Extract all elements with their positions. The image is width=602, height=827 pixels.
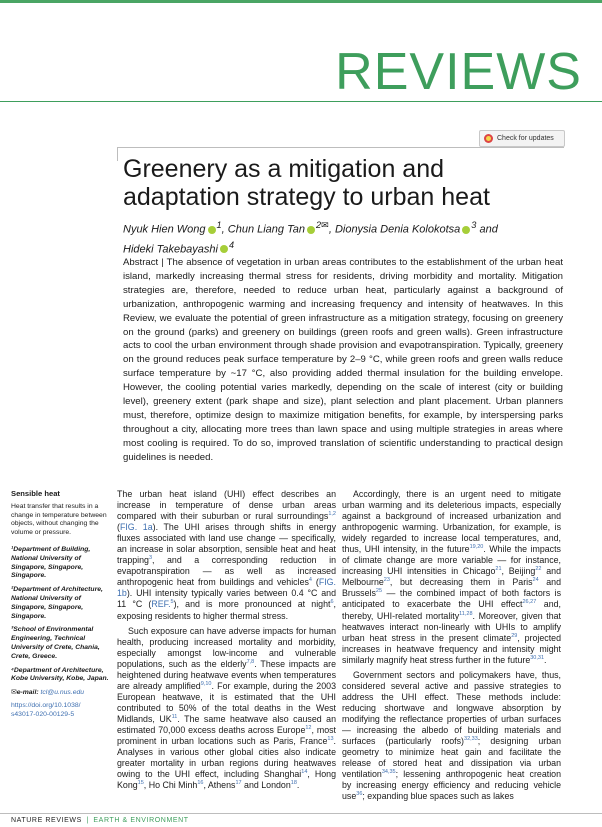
author-affiliation-mark: 4 [228,239,235,250]
author-affiliation-mark: 3 [471,220,477,230]
body-paragraph: Accordingly, there is an urgent need to mitigate urban warming and its deleterious impacts, especially against a background of increased urbanization and anthropogenic warming. Urbanization, for example, is widely regarded to increase local temperatures, and, thus, UHI intensity, in the future$^{19,20}$. While the impacts of climate change are more variable — for instance, increasing UHI intensities in Chicago$^{21}$, Beijing$^{22}$ and Melbourne$^{23}$, but decreasing them in Paris$^{24}$ and Brussels$^{25}$ — the combined impact of both factors is anticipated to exacerbate the UHI effect$^{26,27}$ and, thereby, UHI-related mortality$^{11,28}$. Moreover, given that heatwaves interact non-linearly with UHIs to amplify urban heat stress in the present climate$^{29}$, projected increases in heatwave frequency and intensity might similarly magnify heat stress further in the future$^{30,31}$. [342,489,562,665]
affiliation-item: ⁴Department of Architecture, Kobe University, Kobe, Japan. [11,666,109,683]
body-paragraph: The urban heat island (UHI) effect describes an increase in temperature of dense urban areas compared with their suburban or rural surroundings$^{1,2}$ (FIG. 1a). The UHI arises through shifts in energy fluxes associated with land use change — specifically, an increase in solar absorption, sensible heat and heat trapping$^3$, and a corresponding reduction in evapotranspiration — as well as increased anthropogenic heat from buildings and vehicles$^4$ (FIG. 1b). UHI intensity typically varies between 0.4 °C and 11 °C (REF.$^5$), and is more pronounced at night$^6$, exposing residents to higher thermal stress. [117,489,337,621]
affiliation-item: ²Department of Architecture, National University of Singapore, Singapore, Singapore. [11,586,103,620]
crossmark-icon [484,134,493,143]
abstract: Abstract | The absence of vegetation in urban areas contributes to the establishment of the urban heat island, markedly increasing thermal stress for residents, driving morbidity and mortality. Mitigation strategies are, therefore, needed to reduce urban heat, particularly against a background of urbanization, anthropogenic warming and increasing frequency and intensity of heatwaves. In this Review, we evaluate the potential of green infrastructure as a mitigation strategy, focusing on greenery on the ground (parks) and greenery on buildings (green roofs and green walls). Green infrastructure acts to cool the urban environment through shade provision and evapotranspiration. Typically, greenery on the ground reduces peak surface temperature by 2–9 °C, while green roofs and green walls reduce surface temperature by ~17 °C, also providing added thermal insulation for the building envelope. However, the cooling potential varies markedly, depending on the scale of interest (city or building level), greenery extent (park shape and size), plant selection and plant placement. Urban planners must, therefore, optimize design to maximize mitigation benefits, for example, by interspersing parks throughout a city, allocating more trees than lawn space and using multiple strategies in areas where most cooling is required. To do so, improved translation of scientific understanding to practical design guidelines is needed. [123,257,563,463]
glossary-definition: Heat transfer that results in a change in temperature between objects, without changing the volume or pressure. [11,502,107,537]
body-paragraph: Government sectors and policymakers have, thus, considered several active and passive strategies to address the UHI effect. These methods include: reducing shortwave and longwave absorption by modifying the reflectance properties of urban surfaces — increasing the albedo of building materials and surfaces (particularly roofs)$^{32,33}$; designing urban geometry to minimize heat gain and facilitate the release of stored heat and dissipation via urban ventilation$^{34,35}$; lessening anthropogenic heat creation by increasing energy efficiency and reducing vehicle use$^{36}$; expanding blue spaces such as lakes [342,669,561,802]
email-label: ✉e-mail: [11,689,39,697]
orcid-icon[interactable] [462,226,470,234]
running-footer [11,817,189,824]
body-column-right [342,489,561,806]
orcid-icon[interactable] [307,226,315,234]
article-title: Greenery as a mitigation and adaptation strategy to urban heat [123,155,490,211]
author-name[interactable]: Dionysia Denia Kolokotsa [334,223,461,236]
section-label: REVIEWS [335,43,582,101]
check-for-updates-button[interactable] [479,130,565,147]
author-name[interactable]: Chun Liang Tan [227,223,306,236]
orcid-icon[interactable] [220,245,228,253]
title-rule-tick [117,147,118,161]
affiliation-item: ¹Department of Building, National University of Singapore, Singapore, Singapore. [11,545,91,580]
email-link[interactable]: tcl@u.nus.edu [40,689,85,697]
author-name[interactable]: Hideki Takebayashi [123,243,218,256]
footer-section: EARTH & ENVIRONMENT [93,817,189,824]
author-list: Nyuk Hien Wong $^1$, Chun Liang Tan $^{2✉}$, Dionysia Denia Kolokotsa $^3$ and Hideki Takebayashi $^4$ [123,220,498,256]
doi-line: s43017-020-00129-5 [11,710,75,718]
title-rule [117,147,564,148]
affiliations [11,546,109,684]
body-column-left [117,489,336,795]
margin-sidebar [11,490,109,720]
footer-rule [0,813,602,814]
footer-journal: NATURE REVIEWS [11,817,82,824]
doi-link[interactable] [11,702,109,720]
orcid-icon[interactable] [208,226,216,234]
correspondence [11,689,109,698]
footer-separator: | [86,817,89,824]
author-name[interactable]: Nyuk Hien Wong [123,223,206,236]
doi-line: https://doi.org/10.1038/ [11,701,81,709]
author-affiliation-mark: 2✉ [316,220,329,230]
body-paragraph: Such exposure can have adverse impacts for human health, producing increased mortality and morbidity, especially amongst low-income and vulnerable populations, such as the elderly$^{7,8}$. These impacts are heightened during heatwave events when temperatures are already amplified$^{9,10}$. For example, during the 2003 European heatwave, it is estimated that the UHI contributed to 50% of the total deaths in the West Midlands, UK$^{11}$. The same heatwave also caused an estimated 70,000 excess deaths across Europe$^{12}$, most prominent in urban locations such as Paris, France$^{13}$. Analyses in various other global cities also indicate greater mortality in urban regions during heatwaves owing to the UHI effect, including Shanghai$^{14}$, Hong Kong$^{15}$, Ho Chi Minh$^{16}$, Athens$^{17}$ and London$^{18}$. [117,625,337,791]
top-accent-bar [0,0,602,3]
affiliation-item: ³School of Environmental Engineering, Technical University of Crete, Chania, Crete, Greece. [11,626,100,660]
check-for-updates-label: Check for updates [497,135,554,142]
authors-conjunction: and [479,223,498,236]
author-affiliation-mark: 1 [216,220,222,230]
glossary-term: Sensible heat [11,489,60,498]
section-rule [0,101,602,102]
